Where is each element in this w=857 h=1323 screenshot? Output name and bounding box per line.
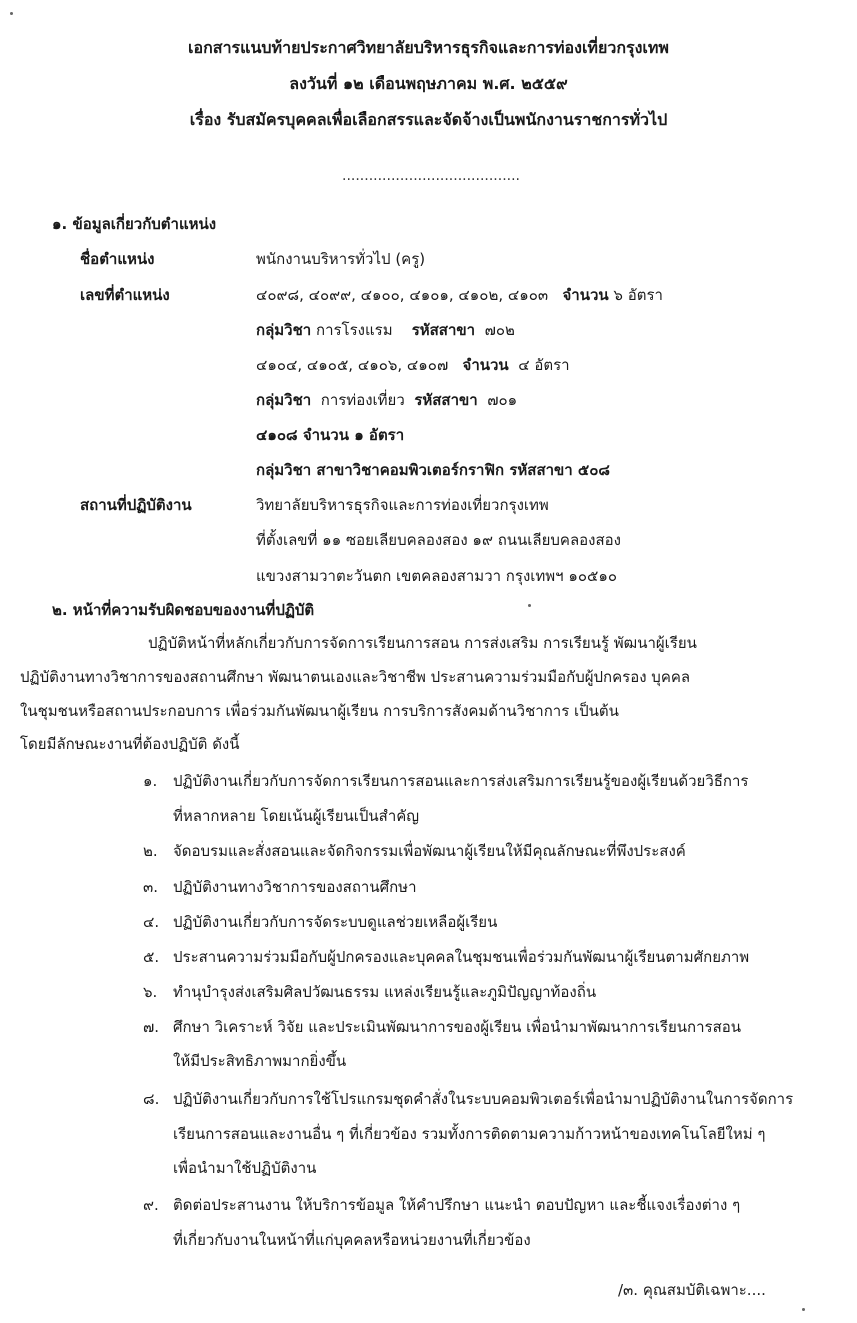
duty-item-text: ทำนุบำรุงส่งเสริมศิลปวัฒนธรรม แหล่งเรียนรู้และภูมิปัญญาท้องถิ่น	[173, 983, 597, 1001]
workplace-line-1: วิทยาลัยบริหารธุรกิจและการท่องเที่ยวกรุงเทพ	[256, 496, 549, 514]
duty-item-number: ๒.	[143, 842, 158, 860]
duty-item-text: ปฏิบัติงานเกี่ยวกับการใช้โปรแกรมชุดคำสั่งในระบบคอมพิวเตอร์เพื่อนำมาปฏิบัติงานในการจัดการ	[173, 1090, 794, 1108]
section-2-paragraph-line: ปฏิบัติหน้าที่หลักเกี่ยวกับการจัดการเรียนการสอน การส่งเสริม การเรียนรู้ พัฒนาผู้เรียน	[148, 634, 697, 652]
section-2-paragraph-line: ในชุมชนหรือสถานประกอบการ เพื่อร่วมกันพัฒนาผู้เรียน การบริการสังคมด้านวิชาการ เป็นต้น	[20, 702, 619, 720]
section-2-title: ๒. หน้าที่ความรับผิดชอบของงานที่ปฏิบัติ	[52, 601, 315, 619]
position-group-1-numbers: ๔๐๙๘, ๔๐๙๙, ๔๑๐๐, ๔๑๐๑, ๔๑๐๒, ๔๑๐๓ จำนวน ๖ อัตรา	[256, 286, 663, 304]
workplace-line-3: แขวงสามวาตะวันตก เขตคลองสามวา กรุงเทพฯ ๑๐๕๑๐	[256, 567, 618, 585]
scan-speck	[10, 12, 13, 15]
duty-item-number: ๙.	[143, 1196, 159, 1214]
duty-item-text: ที่หลากหลาย โดยเน้นผู้เรียนเป็นสำคัญ	[173, 807, 420, 825]
position-group-2-subject: กลุ่มวิชา การท่องเที่ยว รหัสสาขา ๗๐๑	[256, 391, 518, 409]
duty-item-number: ๕.	[143, 948, 160, 966]
position-group-2-numbers: ๔๑๐๔, ๔๑๐๕, ๔๑๐๖, ๔๑๐๗ จำนวน ๔ อัตรา	[256, 356, 570, 374]
duty-item-text: ปฏิบัติงานเกี่ยวกับการจัดระบบดูแลช่วยเหลือผู้เรียน	[173, 913, 498, 931]
header-line-3: เรื่อง รับสมัครบุคคลเพื่อเลือกสรรและจัดจ้างเป็นพนักงานราชการทั่วไป	[189, 110, 668, 129]
header-line-1: เอกสารแนบท้ายประกาศวิทยาลัยบริหารธุรกิจและการท่องเที่ยวกรุงเทพ	[188, 38, 669, 57]
duty-item-number: ๗.	[143, 1018, 160, 1036]
duty-item-text: ปฏิบัติงานเกี่ยวกับการจัดการเรียนการสอนและการส่งเสริมการเรียนรู้ของผู้เรียนด้วยวิธีการ	[173, 772, 749, 790]
section-1-title: ๑. ข้อมูลเกี่ยวกับตำแหน่ง	[52, 215, 217, 233]
position-number-label: เลขที่ตำแหน่ง	[80, 286, 170, 304]
duty-item-number: ๘.	[143, 1090, 160, 1108]
header-separator: ........................................	[342, 168, 521, 184]
duty-item-text: ปฏิบัติงานทางวิชาการของสถานศึกษา	[173, 878, 417, 896]
duty-item-text: ที่เกี่ยวกับงานในหน้าที่แก่บุคคลหรือหน่วยงานที่เกี่ยวข้อง	[173, 1231, 531, 1249]
position-group-3-numbers: ๔๑๐๘ จำนวน ๑ อัตรา	[256, 426, 405, 444]
scan-speck	[528, 604, 531, 607]
header-line-2: ลงวันที่ ๑๒ เดือนพฤษภาคม พ.ศ. ๒๕๕๙	[289, 74, 568, 93]
duty-item-text: เรียนการสอนและงานอื่น ๆ ที่เกี่ยวข้อง รวมทั้งการติดตามความก้าวหน้าของเทคโนโลยีใหม่ ๆ	[173, 1125, 766, 1143]
position-group-1-subject: กลุ่มวิชา การโรงแรม รหัสสาขา ๗๐๒	[256, 321, 515, 339]
workplace-line-2: ที่ตั้งเลขที่ ๑๑ ซอยเลียบคลองสอง ๑๙ ถนนเลียบคลองสอง	[256, 531, 621, 549]
duty-item-number: ๑.	[143, 772, 158, 790]
duty-item-text: จัดอบรมและสั่งสอนและจัดกิจกรรมเพื่อพัฒนาผู้เรียนให้มีคุณลักษณะที่พึงประสงค์	[173, 842, 686, 860]
duty-item-text: ติดต่อประสานงาน ให้บริการข้อมูล ให้คำปรึกษา แนะนำ ตอบปัญหา และชี้แจงเรื่องต่าง ๆ	[173, 1196, 741, 1214]
workplace-label: สถานที่ปฏิบัติงาน	[80, 496, 192, 514]
duty-item-text: เพื่อนำมาใช้ปฏิบัติงาน	[173, 1159, 317, 1177]
scan-speck	[802, 1308, 805, 1311]
duty-item-text: ประสานความร่วมมือกับผู้ปกครองและบุคคลในชุมชนเพื่อร่วมกันพัฒนาผู้เรียนตามศักยภาพ	[173, 948, 750, 966]
duty-item-number: ๖.	[143, 983, 158, 1001]
section-2-paragraph-line: ปฏิบัติงานทางวิชาการของสถานศึกษา พัฒนาตนเองและวิชาชีพ ประสานความร่วมมือกับผู้ปกครอง บุคคล	[20, 668, 691, 686]
next-page-reference: /๓. คุณสมบัติเฉพาะ....	[618, 1281, 766, 1299]
duty-item-text: ศึกษา วิเคราะห์ วิจัย และประเมินพัฒนาการของผู้เรียน เพื่อนำมาพัฒนาการเรียนการสอน	[173, 1018, 741, 1036]
duty-item-text: ให้มีประสิทธิภาพมากยิ่งขึ้น	[173, 1052, 347, 1070]
duty-item-number: ๓.	[143, 878, 159, 896]
duty-item-number: ๔.	[143, 913, 160, 931]
section-2-paragraph-line: โดยมีลักษณะงานที่ต้องปฏิบัติ ดังนี้	[20, 735, 240, 753]
position-name-label: ชื่อตำแหน่ง	[80, 250, 155, 268]
position-group-3-subject: กลุ่มวิชา สาขาวิชาคอมพิวเตอร์กราฟิก รหัสสาขา ๕๐๘	[256, 461, 611, 479]
position-name-value: พนักงานบริหารทั่วไป (ครู)	[256, 250, 426, 268]
